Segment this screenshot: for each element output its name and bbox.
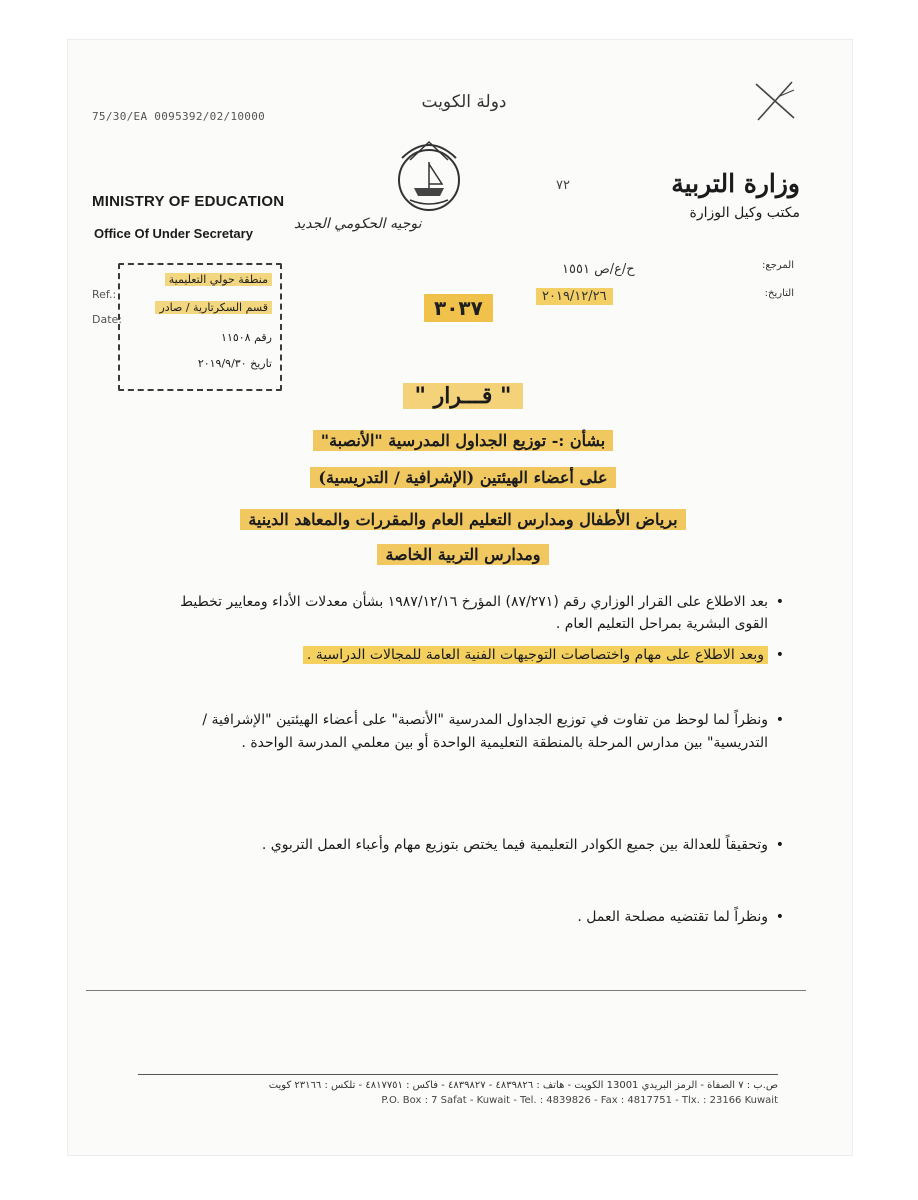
ref-label-ar: المرجع: — [762, 260, 794, 271]
preamble-item-5: • ونظراً لما تقتضيه مصلحة العمل . — [158, 906, 768, 928]
date-label-ar: التاريخ: — [764, 288, 794, 299]
office-name-ar: مكتب وكيل الوزارة — [689, 205, 800, 221]
preamble-item-4: • وتحقيقاً للعدالة بين جميع الكوادر التعليمية فيما يختص بتوزيع مهام وأعباء العمل التربوي . — [158, 834, 768, 856]
state-name: دولة الكويت — [421, 92, 507, 112]
incoming-stamp — [118, 263, 282, 391]
footer-address-ar: ص.ب : ٧ الصفاة - الرمز البريدي 13001 الكويت - هاتف : ٤٨٣٩٨٢٦ - ٤٨٣٩٨٢٧ - فاكس : ٤٨١٧٧٥١ - تلكس : ٢٣١٦٦ كويت — [268, 1080, 778, 1091]
office-name-en: Office Of Under Secretary — [94, 226, 253, 241]
date-label-en: Date: — [92, 313, 122, 326]
stamp-line-2: قسم السكرتارية / صادر — [155, 301, 272, 314]
subject-line-2: على أعضاء الهيئتين (الإشرافية / التدريسية) — [228, 468, 698, 487]
stamp-date-label: تاريخ — [250, 357, 272, 370]
footer-address-en: P.O. Box : 7 Safat - Kuwait - Tel. : 4839826 - Fax : 4817751 - Tlx. : 23166 Kuwait — [381, 1095, 778, 1106]
section-divider — [86, 990, 806, 991]
subject-line-1: بشأن :- توزيع الجداول المدرسية "الأنصبة" — [228, 431, 698, 450]
ref-label-en: Ref.: — [92, 288, 117, 301]
subject-line-4: ومدارس التربية الخاصة — [228, 545, 698, 564]
stamp-date-value: ٢٠١٩/٩/٣٠ — [197, 357, 247, 370]
decision-title: " قـــرار " — [228, 383, 698, 409]
stamp-line-1: منطقة حولي التعليمية — [165, 273, 272, 286]
subject-line-3: برياض الأطفال ومدارس التعليم العام والمقررات والمعاهد الدينية — [188, 510, 738, 529]
kuwait-emblem-icon — [392, 136, 466, 218]
stamp-number-label: رقم — [254, 331, 272, 344]
preamble-item-1: • بعد الاطلاع على القرار الوزاري رقم (٨٧/٢٧١) المؤرخ ١٩٨٧/١٢/١٦ بشأن معدلات الأداء ومعايير تخطيط القوى البشرية بمراحل التعليم العام . — [158, 591, 768, 635]
serial-code: 75/30/EA 0095392/02/10000 — [92, 110, 266, 123]
handwritten-note: نوجيه الحكومي الجديد — [294, 216, 422, 232]
decision-number: ٣٠٣٧ — [424, 294, 493, 322]
ministry-name-ar: وزارة التربية — [671, 169, 800, 198]
reference-date: ٢٠١٩/١٢/٢٦ — [536, 288, 613, 305]
reference-value: ح/ع/ص ١٥٥١ — [562, 262, 635, 277]
cross-mark-icon — [752, 78, 798, 124]
preamble-item-2: • وبعد الاطلاع على مهام واختصاصات التوجيهات الفنية العامة للمجالات الدراسية . — [158, 644, 768, 666]
handwritten-number: ٧٢ — [556, 178, 570, 193]
document-page — [68, 40, 852, 1155]
ministry-name-en: MINISTRY OF EDUCATION — [92, 193, 285, 210]
footer-rule — [138, 1074, 778, 1075]
stamp-number-value: ١١٥٠٨ — [221, 331, 251, 344]
preamble-item-3: • ونظراً لما لوحظ من تفاوت في توزيع الجداول المدرسية "الأنصبة" على أعضاء الهيئتين "الإشرافية / التدريسية" بين مدارس المرحلة بالمنطقة التعليمية الواحدة أو بين معلمي المدرسة الواحدة . — [158, 709, 768, 755]
